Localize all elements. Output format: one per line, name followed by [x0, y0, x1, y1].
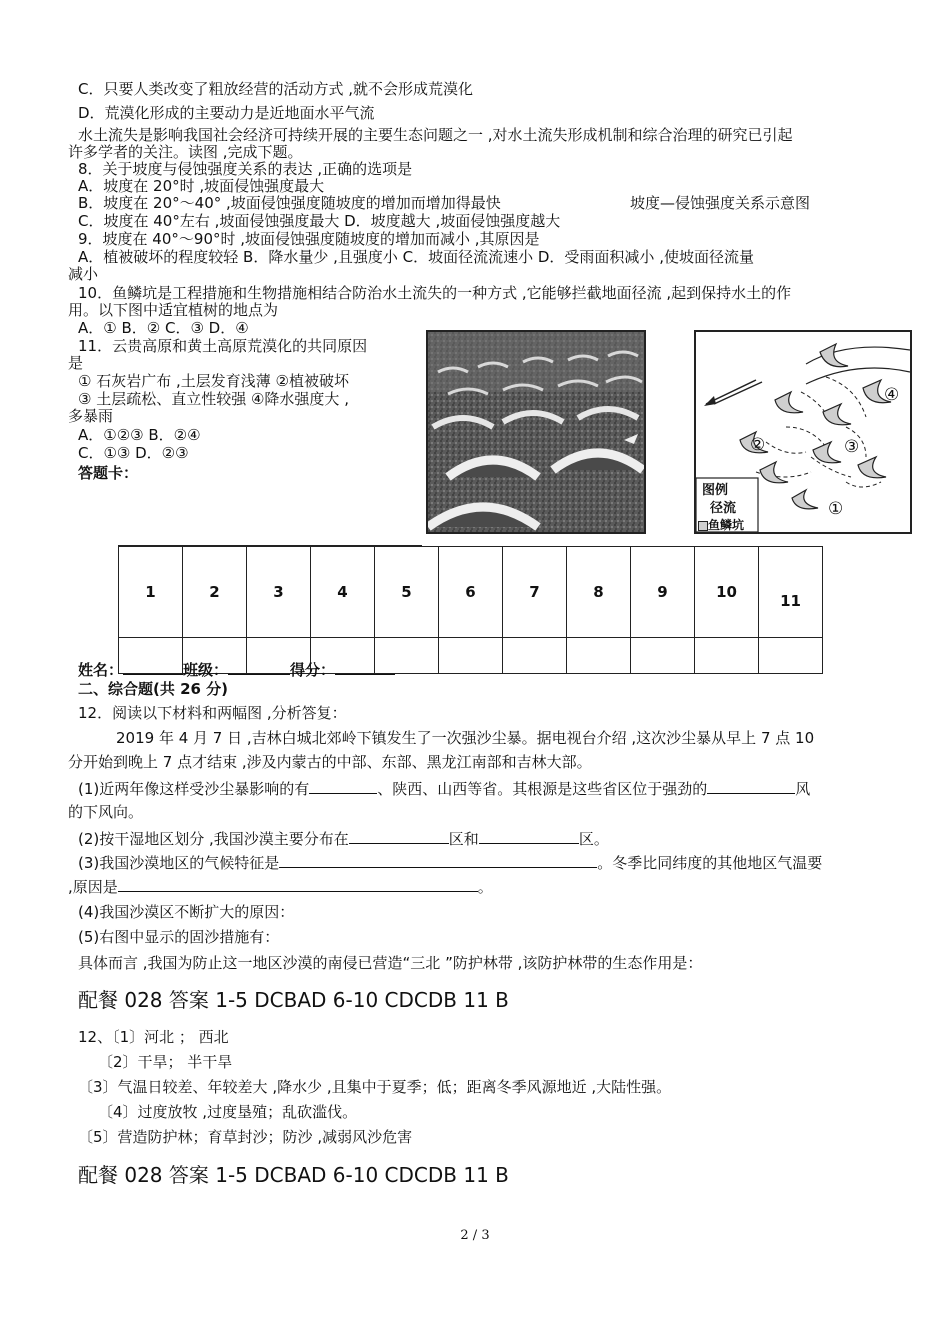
question-8-cd: C．坡度在 40°左右 ,坡面侵蚀强度最大 D．坡度越大 ,坡面侵蚀强度越大 [78, 212, 561, 230]
part-3-blank-1[interactable] [279, 853, 597, 868]
part-1-cont: 的下风向。 [68, 803, 144, 821]
part-2 [78, 829, 609, 848]
figure-caption: 坡度—侵蚀强度关系示意图 [630, 194, 811, 212]
question-11-line-2: 是 [68, 354, 84, 372]
part-3-cont [68, 877, 493, 896]
answer-col-8: 8 [567, 547, 631, 638]
answer-card-table [118, 546, 823, 674]
question-8-b: B．坡度在 20°～40° ,坡面侵蚀强度随坡度的增加而增加得最快 [78, 194, 501, 212]
question-11-line-1: 11．云贵高原和黄土高原荒漠化的共同原因 [78, 337, 368, 355]
answer-12-1: 12、〔1〕河北 ； 西北 [78, 1028, 229, 1046]
part-1-text-c: 风 [795, 780, 811, 798]
legend-runoff: 径流 [710, 501, 737, 516]
fish-scale-pit-map [694, 330, 912, 534]
section-2-title: 二、综合题(共 26 分) [78, 680, 229, 698]
page-number: 2 / 3 [460, 1228, 490, 1243]
question-9: 9．坡度在 40°～90°时 ,坡面侵蚀强度随坡度的增加而减小 ,其原因是 [78, 230, 540, 248]
intro-line-2: 许多学者的关注。读图 ,完成下题。 [68, 143, 303, 161]
answer-col-2: 2 [183, 547, 247, 638]
question-10-line-1: 10．鱼鳞坑是工程措施和生物措施相结合防治水土流失的一种方式 ,它能够拦截地面径流 ,起到保持水土的作 [78, 284, 792, 302]
part-3-text-c: ,原因是 [68, 878, 118, 896]
answer-12-3: 〔3〕气温日较差、年较差大 ,降水少 ,且集中于夏季；低；距离冬季风源地近 ,大陆性强。 [78, 1078, 672, 1096]
material-line-1: 2019 年 4 月 7 日 ,吉林白城北郊岭下镇发生了一次强沙尘暴。据电视台介绍 ,这次沙尘暴从早上 7 点 10 [116, 729, 815, 747]
question-11-ab: A．①②③ B．②④ [78, 426, 201, 444]
part-1-text-a: (1)近两年像这样受沙尘暴影响的有 [78, 780, 310, 798]
fish-scale-pit-photo [426, 330, 646, 534]
answer-cell-11[interactable] [759, 638, 823, 674]
part-2-text-b: 区和 [448, 830, 479, 848]
answer-12-2: 〔2〕干旱； 半干旱 [98, 1053, 233, 1071]
answer-col-4: 4 [311, 547, 375, 638]
part-1-text-b: 、陕西、山西等省。其根源是这些省区位于强劲的 [377, 780, 708, 798]
part-6: 具体而言 ,我国为防止这一地区沙漠的南侵已营造“三北 ”防护林带 ,该防护林带的生态作用是： [78, 954, 703, 972]
answer-col-1: 1 [119, 547, 183, 638]
answer-cell-9[interactable] [631, 638, 695, 674]
legend-title: 图例 [702, 483, 729, 498]
answer-cell-10[interactable] [695, 638, 759, 674]
question-10-line-2: 用。以下图中适宜植树的地点为 [68, 301, 279, 319]
question-12: 12．阅读以下材料和两幅图 ,分析答复： [78, 704, 347, 722]
part-5: (5)右图中显示的固沙措施有： [78, 928, 280, 946]
intro-line-1: 水土流失是影响我国社会经济可持续开展的主要生态问题之一 ,对水土流失形成机制和综合治理的研究已引起 [78, 126, 793, 144]
part-3-text-a: (3)我国沙漠地区的气候特征是 [78, 854, 280, 872]
answer-cell-8[interactable] [567, 638, 631, 674]
student-info-row [78, 660, 395, 679]
answer-col-10: 10 [695, 547, 759, 638]
map-label-2: ② [750, 435, 766, 455]
part-4: (4)我国沙漠区不断扩大的原因： [78, 903, 295, 921]
legend-fish-scale-pit: 鱼鳞坑 [698, 516, 744, 534]
map-label-4: ④ [884, 385, 900, 405]
part-2-blank-1[interactable] [349, 829, 449, 844]
answer-col-3: 3 [247, 547, 311, 638]
option-d: D．荒漠化形成的主要动力是近地面水平气流 [78, 104, 375, 122]
answer-key: 配餐 028 答案 1-5 DCBAD 6-10 CDCDB 11 B [78, 988, 509, 1012]
answer-12-5: 〔5〕营造防护林；育草封沙；防沙 ,减弱风沙危害 [78, 1128, 413, 1146]
answer-col-5: 5 [375, 547, 439, 638]
pit-swatch-icon [698, 521, 708, 531]
class-field[interactable] [228, 660, 290, 675]
name-field[interactable] [123, 660, 183, 675]
question-11-option-2: ③ 土层疏松、直立性较强 ④降水强度大 , [78, 390, 349, 408]
option-c: C．只要人类改变了粗放经营的活动方式 ,就不会形成荒漠化 [78, 80, 474, 98]
answer-key-repeat: 配餐 028 答案 1-5 DCBAD 6-10 CDCDB 11 B [78, 1163, 509, 1187]
question-8: 8．关于坡度与侵蚀强度关系的表达 ,正确的选项是 [78, 160, 413, 178]
map-label-1: ① [828, 499, 844, 519]
score-label: 得分： [290, 661, 336, 679]
part-2-blank-2[interactable] [479, 829, 579, 844]
part-3-blank-2[interactable] [118, 877, 478, 892]
class-label: 班级： [183, 661, 229, 679]
answer-col-9: 9 [631, 547, 695, 638]
answer-col-7: 7 [503, 547, 567, 638]
part-2-text-a: (2)按干湿地区划分 ,我国沙漠主要分布在 [78, 830, 349, 848]
answer-col-6: 6 [439, 547, 503, 638]
part-1-blank-1[interactable] [309, 779, 377, 794]
answer-12-4: 〔4〕过度放牧 ,过度垦殖；乱砍滥伐。 [98, 1103, 358, 1121]
map-label-3: ③ [844, 437, 860, 457]
name-label: 姓名： [78, 661, 124, 679]
part-1 [78, 779, 810, 798]
answer-cell-6[interactable] [439, 638, 503, 674]
part-3-text-b: 。冬季比同纬度的其他地区气温要 [597, 854, 823, 872]
question-8-a: A．坡度在 20°时 ,坡面侵蚀强度最大 [78, 177, 325, 195]
part-3-text-d: 。 [477, 878, 493, 896]
question-10-options: A．① B．② C．③ D．④ [78, 319, 249, 337]
part-1-blank-2[interactable] [707, 779, 795, 794]
answer-cell-7[interactable] [503, 638, 567, 674]
question-11-option-3: 多暴雨 [68, 407, 114, 425]
part-3 [78, 853, 822, 872]
question-9-cont: 减小 [68, 265, 99, 283]
question-9-options: A．植被破坏的程度较轻 B．降水量少 ,且强度小 C．坡面径流流速小 D．受雨面积减小 ,使坡面径流量 [78, 248, 754, 266]
score-field[interactable] [335, 660, 395, 675]
question-11-option-1: ① 石灰岩广布 ,土层发育浅薄 ②植被破坏 [78, 372, 349, 390]
answer-card-label: 答题卡： [78, 464, 139, 482]
material-line-2: 分开始到晚上 7 点才结束 ,涉及内蒙古的中部、东部、黑龙江南部和吉林大部。 [68, 753, 592, 771]
answer-col-11: 11 [759, 547, 823, 638]
question-11-cd: C．①③ D．②③ [78, 444, 189, 462]
part-2-text-c: 区。 [578, 830, 609, 848]
